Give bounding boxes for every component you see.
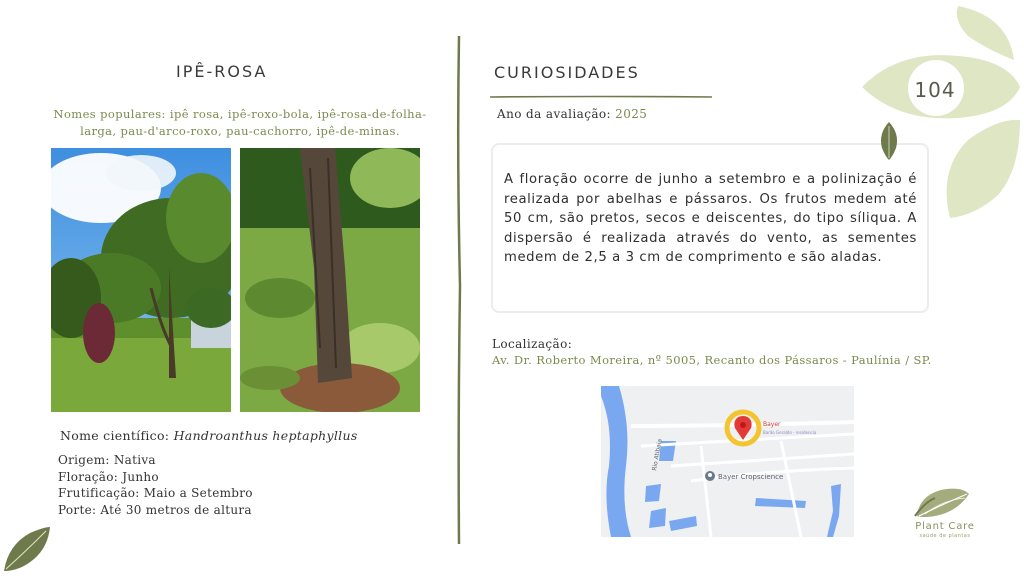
logo-tagline: saúde de plantas [919,533,971,539]
plant-title: IPÊ-ROSA [176,62,268,81]
title-underline [490,84,712,88]
map-pin-sublabel: Barão Geraldo - residencia [763,430,817,435]
vertical-divider [453,36,465,544]
popular-names: Nomes populares: ipê rosa, ipê-roxo-bola, ipê-rosa-de-folha-larga, pau-d'arco-roxo, pau-cachorro, ipê-de-minas. [53,107,427,138]
year-label: Ano da avaliação: [497,107,611,121]
fact-flowering: Floração: Junho [58,469,159,484]
tree-photo-landscape [51,148,231,412]
scientific-value: Handroanthus heptaphyllus [173,428,358,443]
curiosities-title: CURIOSIDADES [494,63,640,82]
map-pin-label: Bayer [763,421,781,428]
scientific-label: Nome científico: [60,428,170,443]
page-number-badge: 104 [914,78,956,102]
map-road-label: Rio Atibaia [651,438,664,472]
fact-origin: Origem: Nativa [58,453,156,467]
location-address: Av. Dr. Roberto Moreira, nº 5005, Recanto dos Pássaros - Paulínia / SP. [492,353,932,367]
map-place-label: Bayer Cropscience [718,473,784,481]
location-label: Localização: [492,337,573,351]
year-value: 2025 [615,107,648,121]
plant-facts [58,452,253,518]
evaluation-year [497,107,647,121]
location-map[interactable] [601,386,854,537]
logo-name: Plant Care [915,521,975,532]
scientific-name [60,428,358,443]
small-leaf-icon [878,122,900,160]
fact-size: Porte: Até 30 metros de altura [58,502,252,517]
leaf-decoration [858,0,1024,230]
bottom-leaf-icon [2,525,52,573]
tree-photo-trunk [240,148,420,412]
fact-fruiting: Frutificação: Maio a Setembro [58,486,253,500]
description-text: A floração ocorre de junho a setembro e a polinização é realizada por abelhas e pássaros. Os frutos medem até 50 cm, são pretos, secos e deiscentes, do tipo síliqua. A dispersão é realizada através do vento, as sementes medem de 2,5 a 3 cm de comprimento e são aladas. [504,172,917,266]
